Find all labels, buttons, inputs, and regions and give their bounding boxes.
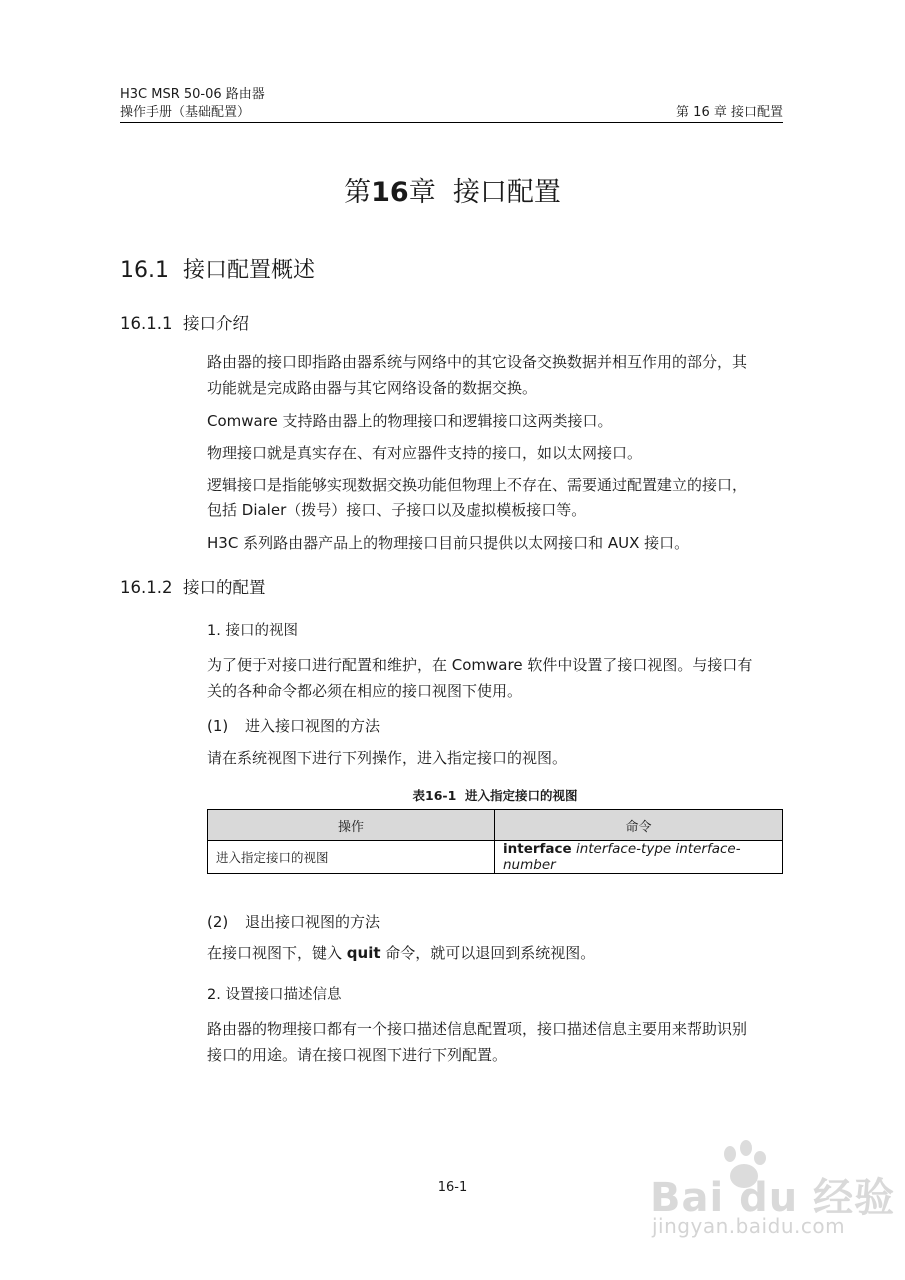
paragraph-line: 请在系统视图下进行下列操作，进入指定接口的视图。 (207, 749, 568, 767)
watermark (640, 1138, 896, 1248)
paragraph-line: 包括 Dialer（拨号）接口、子接口以及虚拟模板接口等。 (207, 501, 587, 519)
paragraph-line: 功能就是完成路由器与其它网络设备的数据交换。 (207, 379, 538, 397)
list-item (207, 912, 381, 932)
quit-keyword: quit (346, 944, 381, 962)
paragraph-line: H3C 系列路由器产品上的物理接口目前只提供以太网接口和 AUX 接口。 (207, 534, 690, 552)
section-16-1-1-title: 16.1.1 接口介绍 (120, 314, 249, 333)
list-item-text: 进入接口视图的方法 (245, 717, 381, 735)
table-header-cell: 命令 (495, 810, 783, 841)
list-item-number: (1) (207, 717, 229, 735)
table-cell-operation: 进入指定接口的视图 (208, 841, 495, 874)
paragraph-line: 为了便于对接口进行配置和维护，在 Comware 软件中设置了接口视图。与接口有 (207, 656, 753, 674)
command-table (207, 809, 783, 874)
header-rule (120, 122, 783, 123)
paragraph-text: 命令，就可以退回到系统视图。 (380, 944, 596, 962)
paragraph-text: 在接口视图下，键入 (207, 944, 347, 962)
subsection-1-title: 1. 接口的视图 (207, 623, 298, 639)
subsection-2-title: 2. 设置接口描述信息 (207, 987, 342, 1003)
watermark-brand: Bai du 经验 (650, 1175, 896, 1221)
chapter-title-suffix: 章 接口配置 (408, 177, 561, 208)
section-16-1-title: 16.1 接口配置概述 (120, 258, 315, 283)
paragraph-line (207, 943, 783, 963)
paragraph-line: Comware 支持路由器上的物理接口和逻辑接口这两类接口。 (207, 412, 613, 430)
list-item (207, 716, 381, 736)
header-chapter: 第 16 章 接口配置 (676, 105, 783, 120)
paragraph-line: 路由器的物理接口都有一个接口描述信息配置项，接口描述信息主要用来帮助识别 (207, 1020, 748, 1038)
table-caption: 表16-1 进入指定接口的视图 (412, 788, 578, 803)
paragraph-line: 物理接口就是真实存在、有对应器件支持的接口，如以太网接口。 (207, 444, 643, 462)
header-product: H3C MSR 50-06 路由器 (120, 87, 265, 102)
command-arguments: interface-type interface-number (503, 841, 741, 873)
chapter-title-number: 16 (371, 177, 409, 208)
paragraph-line: 路由器的接口即指路由器系统与网络中的其它设备交换数据并相互作用的部分，其 (207, 353, 748, 371)
list-item-number: (2) (207, 913, 229, 931)
header-manual: 操作手册（基础配置） (120, 105, 251, 120)
page-number: 16-1 (437, 1180, 468, 1195)
watermark-url: jingyan.baidu.com (652, 1214, 846, 1238)
paragraph-line: 关的各种命令都必须在相应的接口视图下使用。 (207, 682, 523, 700)
table-header-cell: 操作 (208, 810, 495, 841)
paragraph-line: 接口的用途。请在接口视图下进行下列配置。 (207, 1046, 508, 1064)
section-16-1-2-title: 16.1.2 接口的配置 (120, 578, 266, 597)
table-cell-command (495, 841, 783, 874)
table-header-row (208, 810, 783, 841)
command-keyword: interface (503, 841, 572, 857)
chapter-title-prefix: 第 (344, 177, 372, 208)
table-row (208, 841, 783, 874)
list-item-text: 退出接口视图的方法 (245, 913, 381, 931)
chapter-title (0, 173, 905, 213)
paragraph-line: 逻辑接口是指能够实现数据交换功能但物理上不存在、需要通过配置建立的接口， (207, 476, 748, 494)
